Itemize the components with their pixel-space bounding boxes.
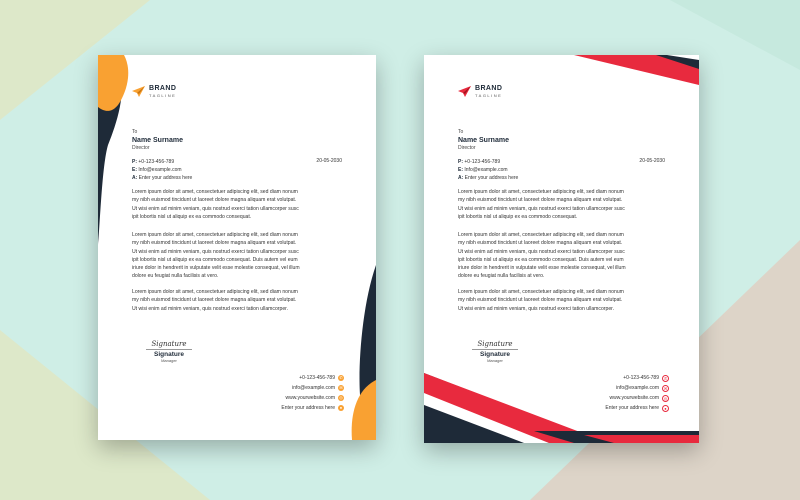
footer-website	[281, 393, 344, 403]
recipient-name: Name Surname	[132, 137, 183, 144]
paragraph-line: my nibh euismod tincidunt ut laoreet dolore magna aliquam erat volutpat.	[132, 240, 297, 247]
paragraph-line: my nibh euismod tincidunt ut laoreet dolore magna aliquam erat volutpat.	[458, 197, 623, 204]
globe-icon: ◎	[663, 395, 668, 401]
globe-icon: ◎	[339, 395, 343, 400]
email-line	[458, 166, 518, 174]
address-label: A:	[458, 175, 464, 181]
signature-title: Signature	[154, 351, 184, 358]
email-icon: ✉	[339, 385, 343, 390]
paragraph-line: Ut wisi enim ad minim veniam, quis nostrud exerci tation ullamcorper susc	[132, 248, 299, 255]
paragraph-line: dolore eu feugiat nulla facilisis at vero.	[458, 273, 545, 280]
brand-name: BRAND	[475, 85, 503, 92]
letterhead-orange	[98, 55, 376, 440]
footer-address-text: Enter your address here	[605, 405, 659, 411]
footer-contacts	[605, 373, 669, 413]
footer-website-text: www.yourwebsite.com	[285, 395, 335, 401]
paragraph-3	[458, 288, 624, 313]
address-value: Enter your address here	[138, 175, 193, 181]
contact-details	[132, 158, 192, 182]
signature-line	[146, 349, 192, 350]
paragraph-line: my nibh euismod tincidunt ut laoreet dolore magna aliquam erat volutpat.	[132, 297, 297, 304]
footer-address-text: Enter your address here	[281, 405, 335, 411]
phone-icon: ✆	[663, 375, 668, 381]
phone-label: P:	[132, 159, 137, 165]
footer-email-text: info@example.com	[292, 385, 335, 391]
paragraph-line: Lorem ipsum dolor sit amet, consectetuer adipiscing elit, sed diam nonum	[458, 289, 624, 295]
recipient-block	[132, 129, 183, 152]
paragraph-line: Lorem ipsum dolor sit amet, consectetuer adipiscing elit, sed diam nonum	[132, 232, 298, 238]
paper-plane-icon	[458, 86, 471, 97]
paragraph-line: iriure dolor in hendrerit in vulputate velit esse molestie consequat, vel illum	[132, 265, 300, 272]
paragraph-line: ipit lobortis nisl ut aliquip ex ea commodo consequat.	[132, 213, 252, 220]
location-pin-icon: ●	[662, 405, 669, 412]
paragraph-1	[458, 188, 625, 221]
paper-plane-icon	[132, 86, 145, 97]
recipient-title: Director	[458, 145, 476, 151]
brand-logo	[458, 85, 502, 98]
email-value: Info@example.com	[138, 167, 182, 173]
paragraph-line: ipit lobortis nisl ut aliquip ex ea commodo consequat. Duis autem vel eum	[458, 256, 624, 263]
phone-icon: ✆	[339, 375, 343, 380]
paragraph-2	[132, 231, 300, 281]
signature-title: Signature	[480, 351, 510, 358]
brand-tagline: TAGLINE	[475, 93, 503, 98]
email-line	[132, 166, 192, 174]
paragraph-line: Lorem ipsum dolor sit amet, consectetuer adipiscing elit, sed diam nonum	[458, 232, 624, 238]
address-line	[132, 174, 192, 182]
letter-date: 20-05-2030	[639, 158, 665, 164]
footer-phone	[281, 373, 344, 383]
paragraph-3	[132, 288, 298, 313]
footer-email-text: info@example.com	[616, 385, 659, 391]
paragraph-line: Ut wisi enim ad minim veniam, quis nostrud exerci tation ullamcorper susc	[458, 248, 625, 255]
signature-script: Signature	[151, 340, 187, 348]
phone-line	[458, 158, 518, 166]
paragraph-line: Lorem ipsum dolor sit amet, consectetuer adipiscing elit, sed diam nonum	[458, 189, 624, 195]
email-label: E:	[132, 167, 137, 173]
footer-contacts	[281, 373, 344, 413]
letter-date: 20-05-2030	[316, 158, 342, 164]
signature-role: Manager	[161, 358, 177, 363]
paragraph-line: Ut wisi enim ad minim veniam, quis nostrud exerci tation ullamcorper.	[132, 305, 288, 312]
signature-block	[472, 340, 518, 363]
signature-block	[146, 340, 192, 363]
signature-script: Signature	[477, 340, 513, 348]
contact-details	[458, 158, 518, 182]
phone-line	[132, 158, 192, 166]
footer-email	[281, 383, 344, 393]
paragraph-1	[132, 188, 299, 221]
paragraph-line: Lorem ipsum dolor sit amet, consectetuer adipiscing elit, sed diam nonum	[132, 189, 298, 195]
recipient-block	[458, 129, 509, 152]
to-label: To	[132, 129, 138, 135]
paragraph-line: ipit lobortis nisl ut aliquip ex ea commodo consequat. Duis autem vel eum	[132, 256, 298, 263]
brand-logo	[132, 85, 176, 98]
phone-label: P:	[458, 159, 463, 165]
footer-phone-text: +0-123-456-789	[623, 375, 659, 381]
footer-email	[605, 383, 669, 393]
signature-role: Manager	[487, 358, 503, 363]
footer-website-text: www.yourwebsite.com	[609, 395, 659, 401]
email-label: E:	[458, 167, 463, 173]
paragraph-line: my nibh euismod tincidunt ut laoreet dolore magna aliquam erat volutpat.	[458, 240, 623, 247]
to-label: To	[458, 129, 464, 135]
paragraph-2	[458, 231, 626, 281]
paragraph-line: Lorem ipsum dolor sit amet, consectetuer adipiscing elit, sed diam nonum	[132, 289, 298, 295]
location-pin-icon: ●	[339, 405, 343, 410]
footer-phone	[605, 373, 669, 383]
footer-address	[281, 403, 344, 413]
paragraph-line: Ut wisi enim ad minim veniam, quis nostrud exerci tation ullamcorper susc	[458, 205, 625, 212]
paragraph-line: Ut wisi enim ad minim veniam, quis nostrud exerci tation ullamcorper susc	[132, 205, 299, 212]
address-line	[458, 174, 518, 182]
signature-line	[472, 349, 518, 350]
recipient-name: Name Surname	[458, 137, 509, 144]
phone-value: +0-123-456-789	[138, 159, 175, 165]
email-icon: ✉	[663, 385, 668, 391]
footer-address	[605, 403, 669, 413]
address-value: Enter your address here	[464, 175, 519, 181]
paragraph-line: iriure dolor in hendrerit in vulputate velit esse molestie consequat, vel illum	[458, 265, 626, 272]
address-label: A:	[132, 175, 138, 181]
paragraph-line: dolore eu feugiat nulla facilisis at vero.	[132, 273, 219, 280]
brand-name: BRAND	[149, 85, 177, 92]
phone-value: +0-123-456-789	[464, 159, 501, 165]
email-value: Info@example.com	[464, 167, 508, 173]
paragraph-line: Ut wisi enim ad minim veniam, quis nostrud exerci tation ullamcorper.	[458, 305, 614, 312]
footer-phone-text: +0-123-456-789	[299, 375, 335, 381]
brand-tagline: TAGLINE	[149, 93, 177, 98]
recipient-title: Director	[132, 145, 150, 151]
letterhead-red	[424, 55, 699, 443]
paragraph-line: my nibh euismod tincidunt ut laoreet dolore magna aliquam erat volutpat.	[458, 297, 623, 304]
paragraph-line: my nibh euismod tincidunt ut laoreet dolore magna aliquam erat volutpat.	[132, 197, 297, 204]
footer-website	[605, 393, 669, 403]
paragraph-line: ipit lobortis nisl ut aliquip ex ea commodo consequat.	[458, 213, 578, 220]
